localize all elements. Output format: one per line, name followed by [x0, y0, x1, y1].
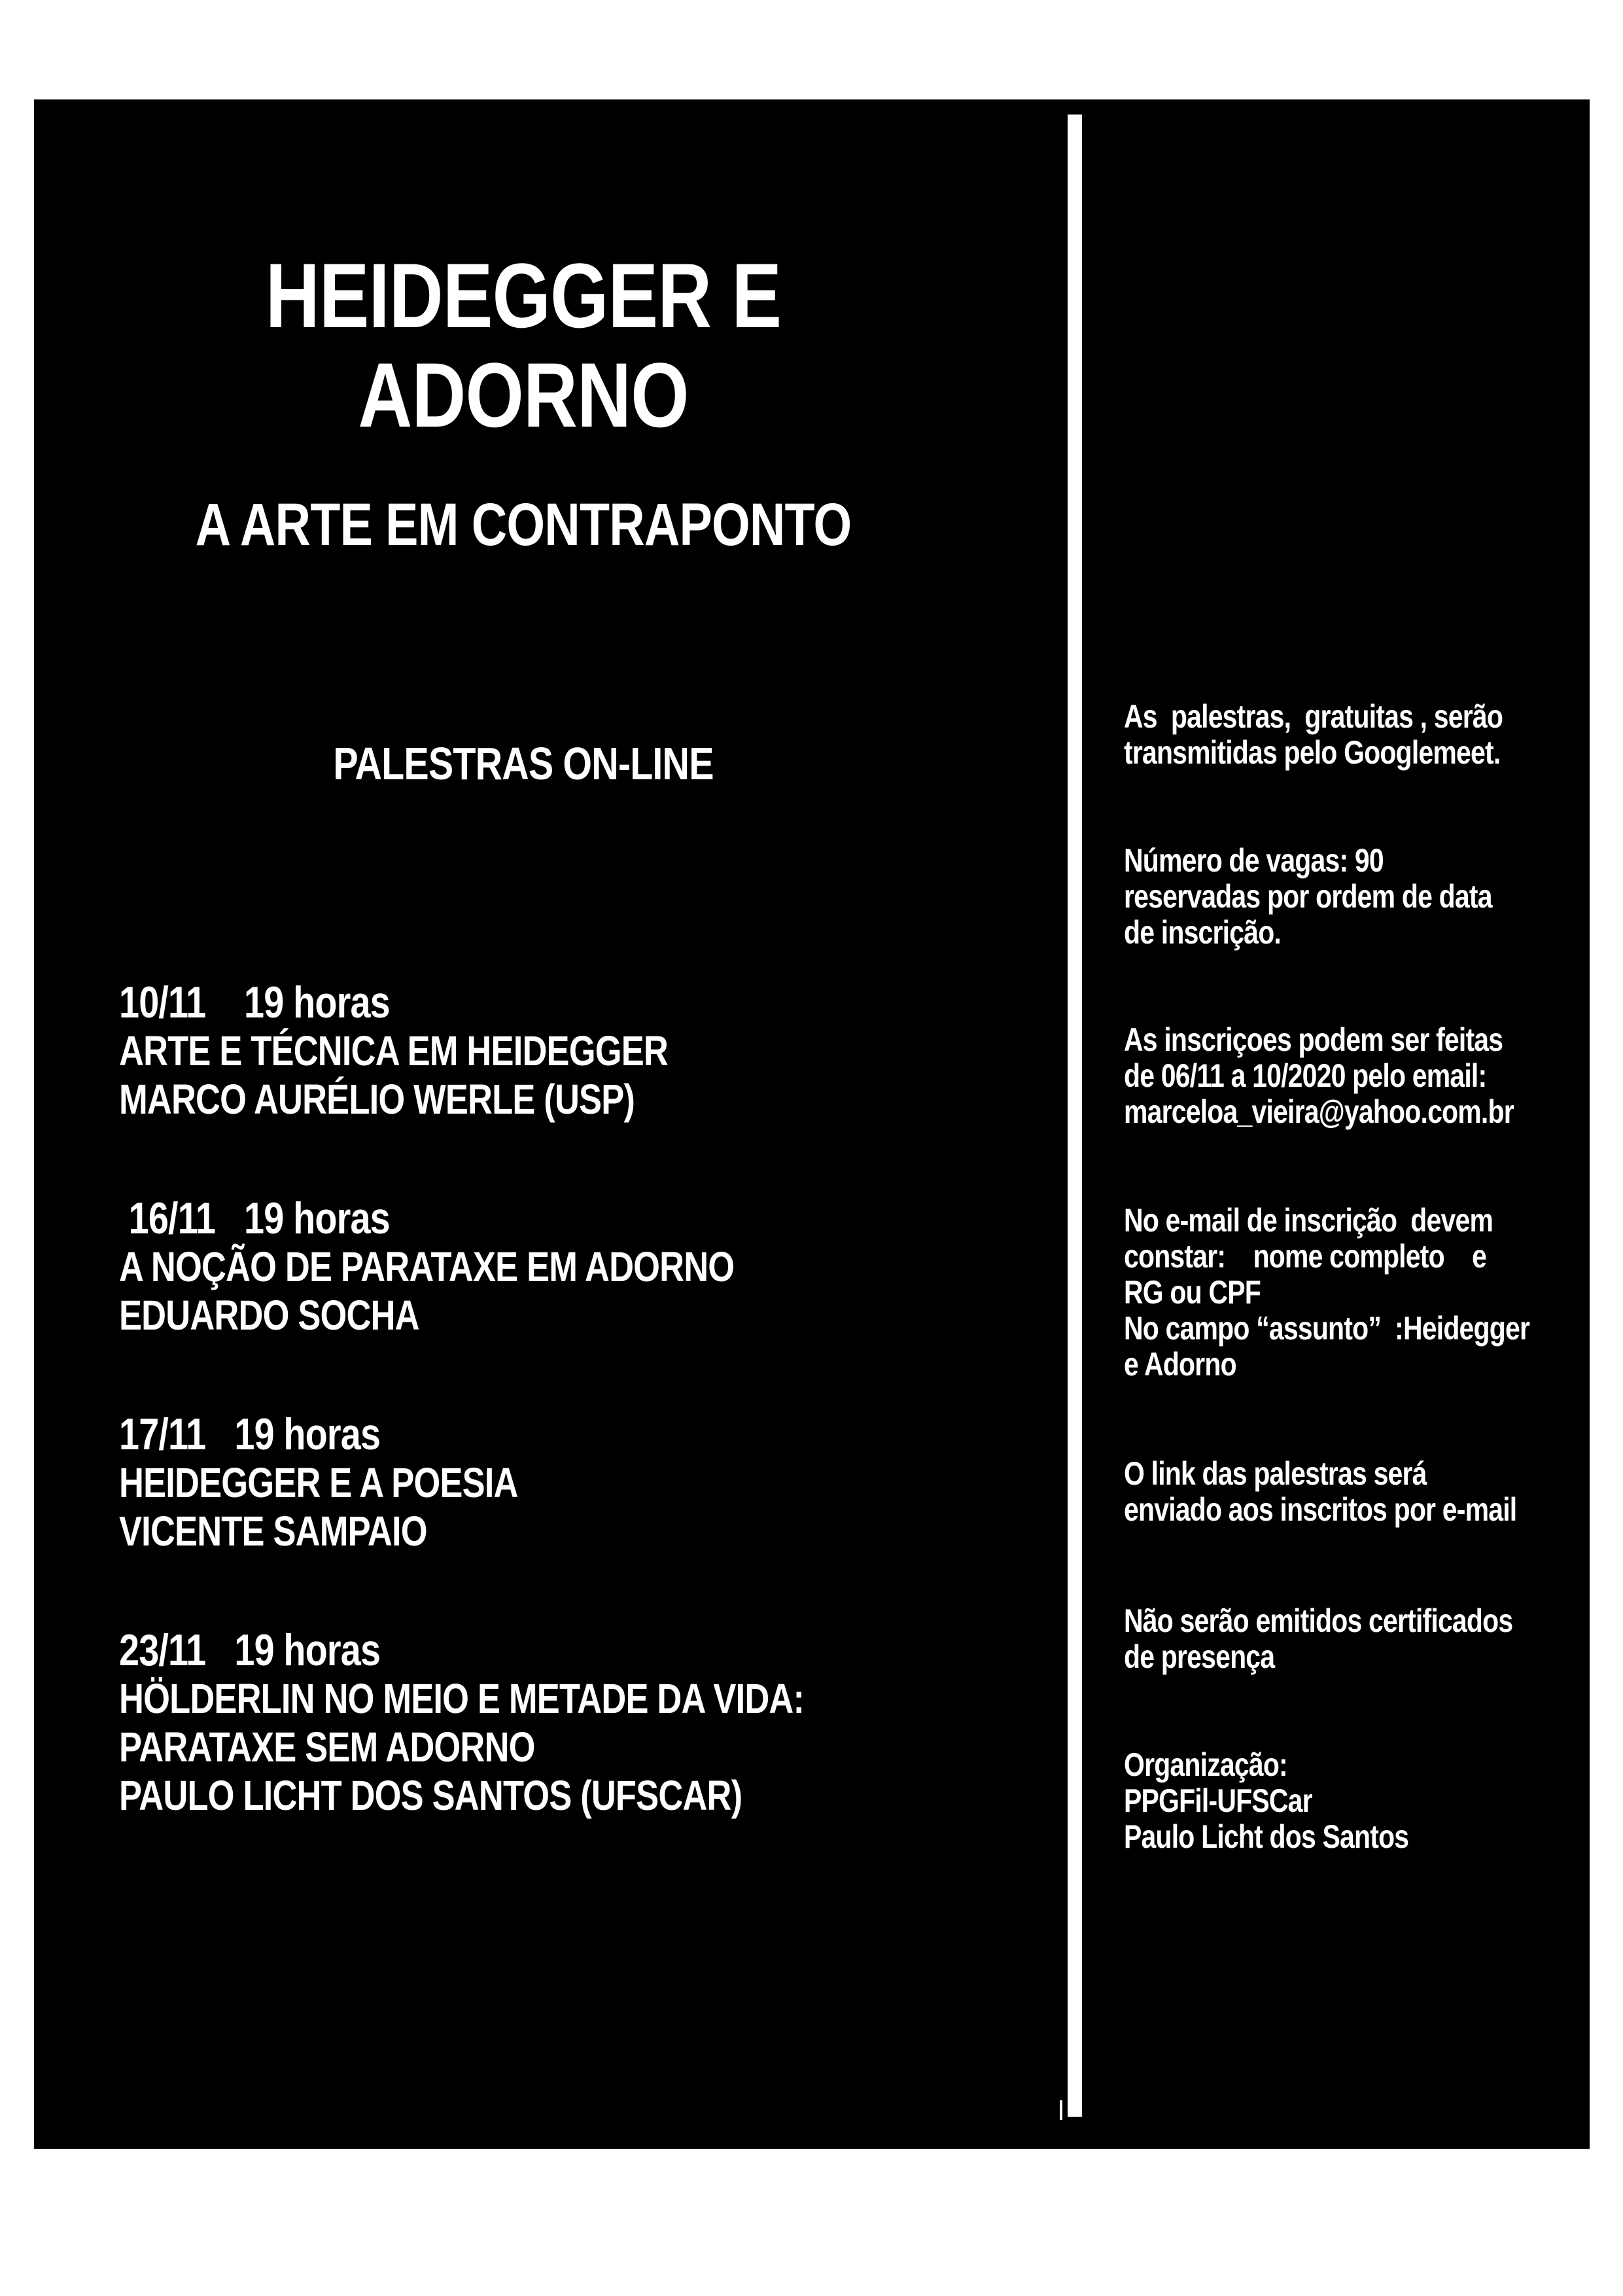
poster-title-line-2: ADORNO: [358, 344, 689, 446]
talk-speaker: PAULO LICHT DOS SANTOS (UFSCAR): [119, 1772, 742, 1819]
info-line: de presença: [1124, 1638, 1275, 1675]
talk-datetime: 17/11 19 horas: [119, 1409, 381, 1459]
info-line: As inscriçoes podem ser feitas: [1124, 1021, 1503, 1058]
info-line: O link das palestras será: [1124, 1455, 1427, 1492]
info-line: Número de vagas: 90: [1124, 842, 1384, 879]
talk-speaker: MARCO AURÉLIO WERLE (USP): [119, 1076, 635, 1123]
info-line: enviado aos inscritos por e-mail: [1124, 1491, 1517, 1528]
divider-tick-mark: [1060, 2100, 1062, 2120]
info-line: No campo “assunto” :Heidegger: [1124, 1310, 1530, 1347]
info-line: constar: nome completo e: [1124, 1238, 1487, 1275]
talk-title: HEIDEGGER E A POESIA: [119, 1459, 518, 1506]
info-registration: [1124, 1021, 1514, 1130]
info-line: de 06/11 a 10/2020 pelo email:: [1124, 1057, 1487, 1094]
column-divider: [1068, 115, 1082, 2117]
talk-datetime: 23/11 19 horas: [119, 1625, 381, 1675]
info-line: reservadas por ordem de data: [1124, 878, 1492, 915]
info-email-content: [1124, 1202, 1530, 1383]
talk-speaker: VICENTE SAMPAIO: [119, 1508, 427, 1555]
info-line: No e-mail de inscrição devem: [1124, 1202, 1493, 1239]
talk-3: [119, 1410, 870, 1555]
talk-datetime: 16/11 19 horas: [119, 1193, 390, 1243]
info-certificates: [1124, 1602, 1513, 1675]
talk-2: [119, 1194, 870, 1339]
registration-email: marceloa_vieira@yahoo.com.br: [1124, 1093, 1514, 1130]
poster-subtitle: A ARTE EM CONTRAPONTO: [195, 491, 852, 558]
info-free-streaming: [1124, 698, 1503, 771]
talk-speaker: EDUARDO SOCHA: [119, 1292, 419, 1339]
talk-title-line-2: PARATAXE SEM ADORNO: [119, 1723, 535, 1771]
info-seats: [1124, 843, 1499, 951]
info-line: Não serão emitidos certificados: [1124, 1602, 1513, 1639]
talk-1: [119, 978, 870, 1123]
talk-4: [119, 1626, 870, 1820]
talk-title: A NOÇÃO DE PARATAXE EM ADORNO: [119, 1243, 735, 1290]
info-line: Organização:: [1124, 1746, 1287, 1783]
info-line: e Adorno: [1124, 1346, 1236, 1383]
info-line: PPGFil-UFSCar: [1124, 1782, 1312, 1819]
info-link: [1124, 1455, 1517, 1528]
info-line: de inscrição.: [1124, 914, 1282, 951]
info-line: transmitidas pelo Googlemeet.: [1124, 734, 1501, 771]
talk-title: ARTE E TÉCNICA EM HEIDEGGER: [119, 1027, 668, 1074]
info-line: As palestras, gratuitas , serão: [1124, 698, 1503, 735]
poster-title-line-1: HEIDEGGER E: [265, 244, 782, 347]
section-heading: PALESTRAS ON-LINE: [333, 738, 714, 789]
talk-title-line-1: HÖLDERLIN NO MEIO E METADE DA VIDA:: [119, 1675, 805, 1722]
info-organization: [1124, 1747, 1499, 1855]
info-line: Paulo Licht dos Santos: [1124, 1818, 1409, 1855]
info-line: RG ou CPF: [1124, 1274, 1261, 1311]
talk-datetime: 10/11 19 horas: [119, 978, 390, 1027]
